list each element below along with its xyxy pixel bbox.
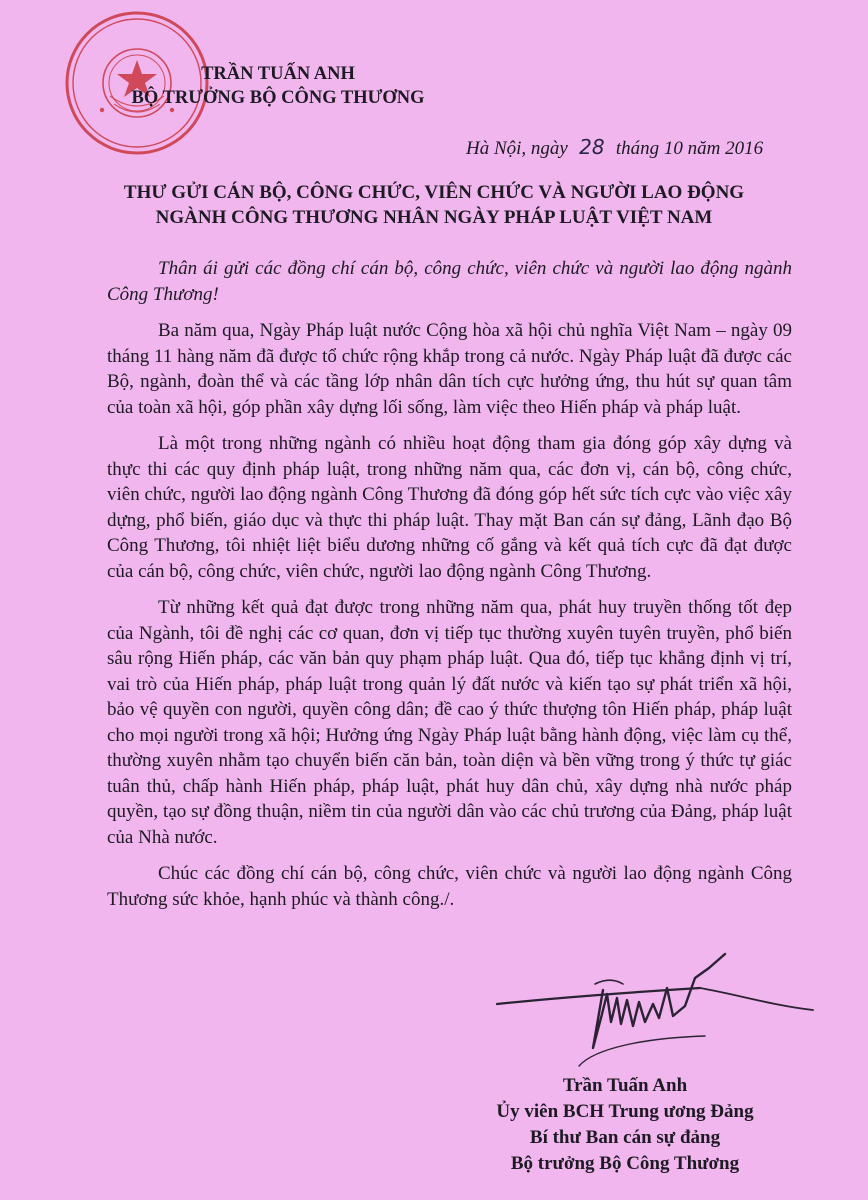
- letter-title: [0, 180, 868, 230]
- title-line-1: THƯ GỬI CÁN BỘ, CÔNG CHỨC, VIÊN CHỨC VÀ NGƯỜI LAO ĐỘNG: [123, 182, 745, 203]
- signer-title-1: Ủy viên BCH Trung ương Đảng: [496, 1101, 754, 1122]
- issuer-name: TRẦN TUẤN ANH: [201, 64, 355, 84]
- title-line-2: NGÀNH CÔNG THƯƠNG NHÂN NGÀY PHÁP LUẬT VIỆT NAM: [155, 207, 713, 228]
- dateline-suffix: tháng 10 năm 2016: [615, 138, 764, 159]
- signer-title-2: Bí thư Ban cán sự đảng: [529, 1127, 721, 1148]
- paragraph-1: Ba năm qua, Ngày Pháp luật nước Cộng hòa xã hội chủ nghĩa Việt Nam – ngày 09 tháng 11 hàng năm đã được tổ chức rộng khắp trong cả nước. Ngày Pháp luật đã được các Bộ, ngành, đoàn thể và các tầng lớp nhân dân tích cực hưởng ứng, thu hút sự quan tâm của toàn xã hội, góp phần xây dựng lối sống, làm việc theo Hiến pháp và pháp luật.: [107, 320, 792, 418]
- paragraph-3: Từ những kết quả đạt được trong những năm qua, phát huy truyền thống tốt đẹp của Ngành, tôi đề nghị các cơ quan, đơn vị tiếp tục thường xuyên tuyên truyền, phổ biến sâu rộng Hiến pháp, các văn bản quy phạm pháp luật. Qua đó, tiếp tục khẳng định vị trí, vai trò của Hiến pháp, pháp luật trong quản lý đất nước và kiến tạo sự phát triển xã hội, bảo vệ quyền con người, quyền công dân; đề cao ý thức thượng tôn Hiến pháp, pháp luật cho mọi người trong xã hội; Hưởng ứng Ngày Pháp luật bằng hành động, việc làm cụ thể, thường xuyên nhằm tạo chuyển biến căn bản, toàn diện và bền vững trong ý thức tự giác tuân thủ, chấp hành Hiến pháp, pháp luật, phát huy dân chủ, xây dựng nhà nước pháp quyền, tạo sự đồng thuận, niềm tin của người dân vào các chủ trương của Đảng, pháp luật của Nhà nước.: [107, 597, 792, 848]
- paragraph-2: Là một trong những ngành có nhiều hoạt động tham gia đóng góp xây dựng và thực thi các quy định pháp luật, trong những năm qua, các đơn vị, cán bộ, công chức, viên chức, người lao động ngành Công Thương đã đóng góp hết sức tích cực vào việc xây dựng, phổ biến, giáo dục và thực thi pháp luật. Thay mặt Ban cán sự đảng, Lãnh đạo Bộ Công Thương, tôi nhiệt liệt biểu dương những cố gắng và kết quả tích cực đã đạt được của cán bộ, công chức, viên chức, người lao động ngành Công Thương.: [107, 433, 792, 582]
- issuer-position: BỘ TRƯỞNG BỘ CÔNG THƯƠNG: [131, 88, 425, 108]
- dateline: [466, 135, 763, 160]
- issuer-header: [118, 62, 438, 110]
- signer-name: Trần Tuấn Anh: [562, 1075, 688, 1096]
- signer-title-3: Bộ trưởng Bộ Công Thương: [510, 1153, 740, 1174]
- dateline-prefix: Hà Nội, ngày: [466, 138, 568, 159]
- letter-body: [107, 256, 792, 923]
- signature-block: [440, 1073, 810, 1177]
- greeting: Thân ái gửi các đồng chí cán bộ, công chức, viên chức và người lao động ngành Công Thương!: [107, 258, 792, 305]
- paragraph-4: Chúc các đồng chí cán bộ, công chức, viên chức và người lao động ngành Công Thương sức khỏe, hạnh phúc và thành công./.: [107, 863, 792, 910]
- dateline-day: 28: [579, 135, 605, 159]
- handwritten-signature: [495, 948, 815, 1078]
